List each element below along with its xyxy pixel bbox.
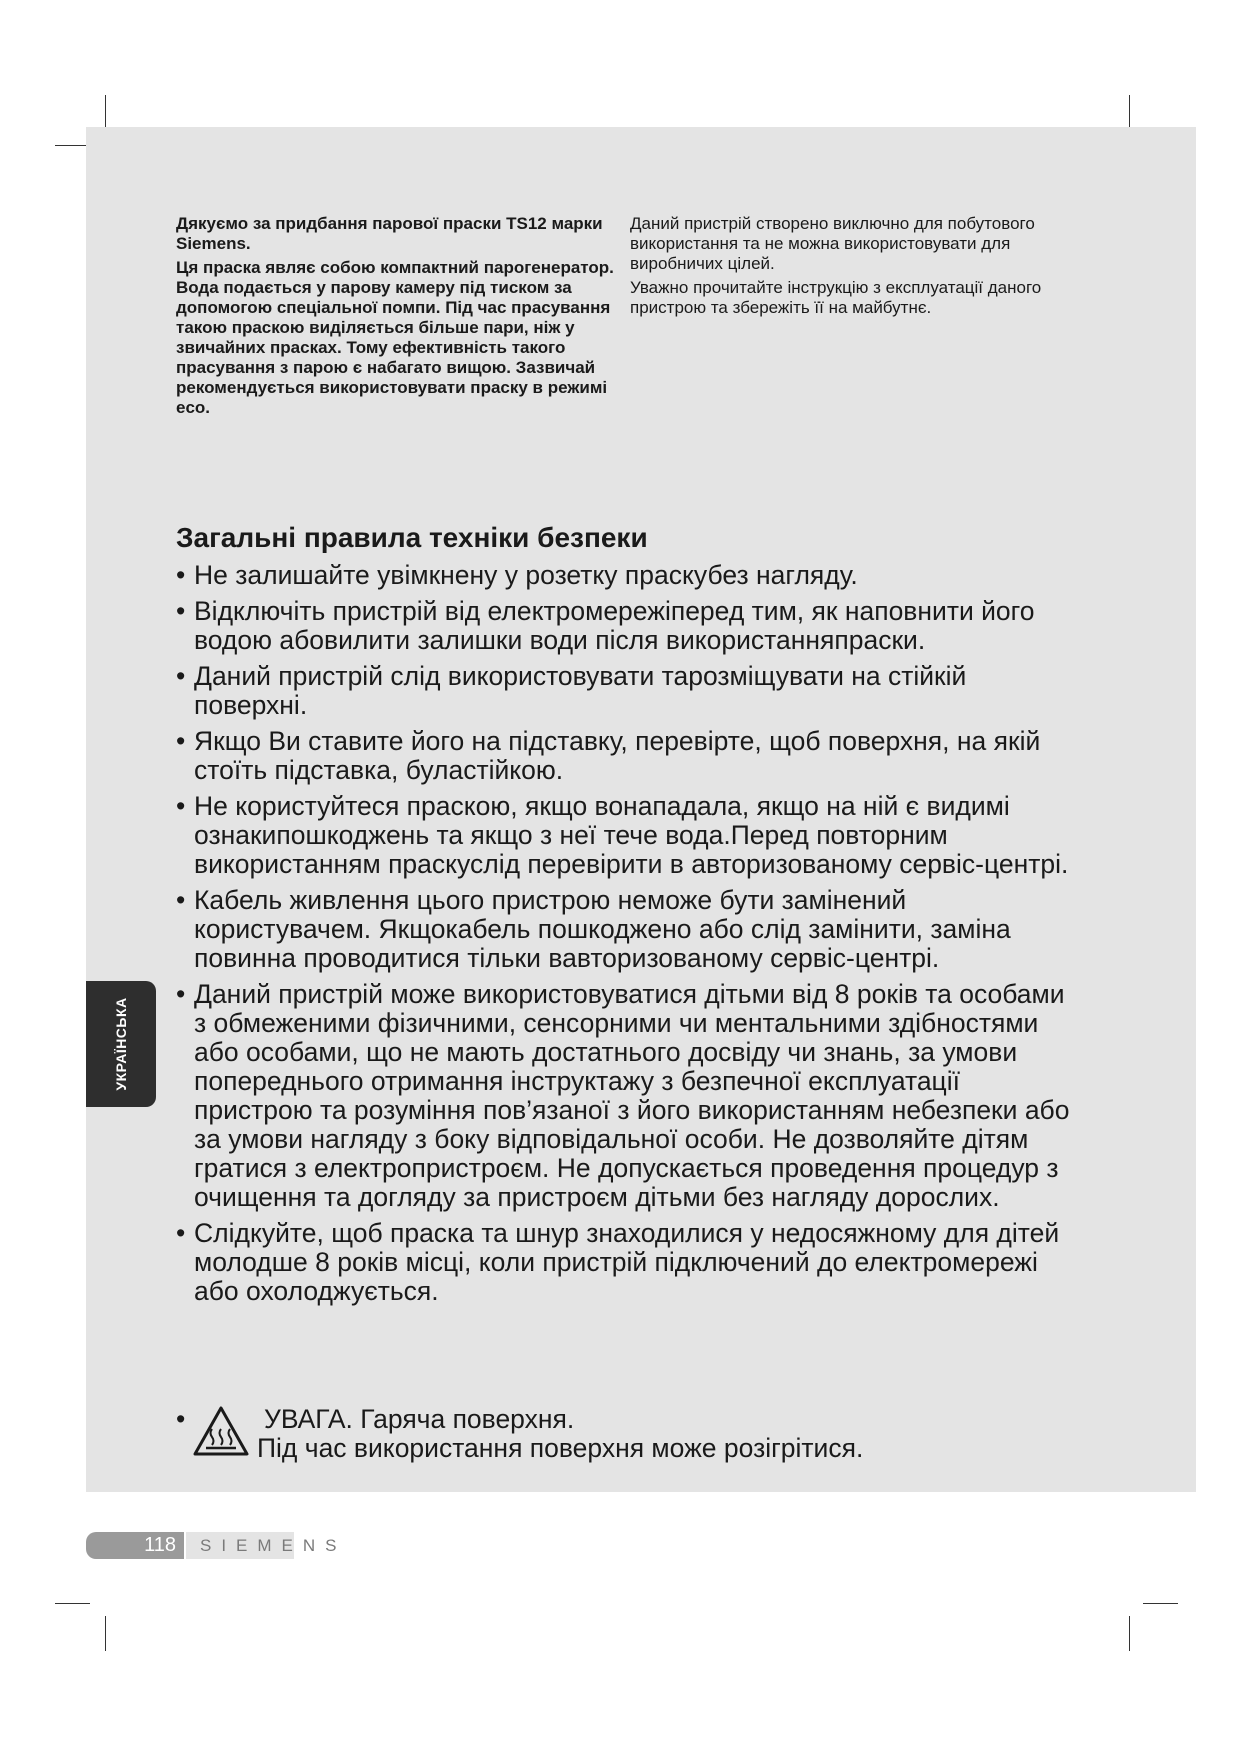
bullet: • <box>176 596 186 626</box>
crop-mark <box>105 95 106 130</box>
section-title: Загальні правила техніки безпеки <box>176 522 648 553</box>
safety-rules-list <box>176 561 1076 1313</box>
crop-mark <box>55 145 90 146</box>
crop-mark <box>1143 1603 1178 1604</box>
rule-item <box>176 886 1076 973</box>
rule-item <box>176 662 1076 720</box>
hot-surface-warning-icon <box>192 1405 250 1457</box>
intro-paragraph: Даний пристрій створено виключно для побутового використання та не можна використовувати для виробничих цілей. <box>630 214 1035 273</box>
bullet: • <box>176 979 186 1009</box>
rule-item <box>176 561 1076 590</box>
rule-item <box>176 980 1076 1212</box>
bullet: • <box>176 1218 186 1248</box>
crop-mark <box>55 1603 90 1604</box>
intro-paragraph: Ця праска являє собою компактний парогенератор. Вода подається у парову камеру під тиском за допомогою спеціальної помпи. Під час прасування такою праскою виділяється більше пари, ніж у звичайних прасках. Тому ефективність такого прасування з парою є набагато вищою. Зазвичай рекомендується використовувати праску в режимі eco. <box>176 258 614 417</box>
rule-text: Не користуйтеся праскою, якщо вонападала, якщо на ній є видимі ознакипошкоджень та якщо з неї тече вода.Перед повторним використанням праскуслід перевірити в авторизованому сервіс-центрі. <box>194 791 1069 879</box>
crop-mark <box>1129 95 1130 130</box>
page-number: 118 <box>144 1534 176 1556</box>
intro-paragraph: Дякуємо за придбання парової праски TS12 марки Siemens. <box>176 214 603 253</box>
warning-text: Під час використання поверхня може розігрітися. <box>257 1433 864 1463</box>
intro-left-column <box>176 214 616 422</box>
rule-item <box>176 727 1076 785</box>
rule-text: Слідкуйте, щоб праска та шнур знаходилися у недосяжному для дітей молодше 8 років місці, коли пристрій підключений до електромережі або охолоджується. <box>194 1218 1060 1306</box>
rule-item <box>176 792 1076 879</box>
crop-mark <box>105 1616 106 1651</box>
bullet: • <box>176 661 186 691</box>
rule-text: Даний пристрій слід використовувати тарозміщувати на стійкій поверхні. <box>194 661 967 720</box>
bullet: • <box>176 560 186 590</box>
rule-item <box>176 1219 1076 1306</box>
bullet: • <box>176 1404 186 1434</box>
bullet: • <box>176 791 186 821</box>
language-tab <box>86 981 156 1107</box>
bullet: • <box>176 726 186 756</box>
intro-right-column <box>630 214 1060 322</box>
rule-text: Якщо Ви ставите його на підставку, перевірте, щоб поверхня, на якій стоїть підставка, буластійкою. <box>194 726 1041 785</box>
rule-text: Кабель живлення цього пристрою неможе бути замінений користувачем. Якщокабель пошкоджено або слід замінити, заміна повинна проводитися тільки вавторизованому сервіс-центрі. <box>194 885 1011 973</box>
warning-title: УВАГА. Гаряча поверхня. <box>264 1404 575 1434</box>
brand-logo-text: SIEMENS <box>200 1536 347 1555</box>
crop-mark <box>1129 1616 1130 1651</box>
language-label: УКРАЇНСЬКА <box>113 997 129 1091</box>
bullet: • <box>176 885 186 915</box>
rule-text: Не залишайте увімкнену у розетку праскубез нагляду. <box>194 560 858 590</box>
rule-text: Відключіть пристрій від електромережіперед тим, як наповнити його водою абовилити залишки води після використанняпраски. <box>194 596 1035 655</box>
rule-text: Даний пристрій може використовуватися дітьми від 8 років та особами з обмеженими фізичними, сенсорними чи ментальними здібностями або особами, що не мають достатнього досвіду чи знань, за умови попереднього отримання інструктажу з безпечної експлуатації пристрою та розуміння пов’язаної з його використанням небезпеки або за умови нагляду з боку відповідальної особи. Не дозволяйте дітям гратися з електропристроєм. Не допускається проведення процедур з очищення та догляду за пристроєм дітьми без нагляду дорослих. <box>194 979 1070 1212</box>
rule-item <box>176 597 1076 655</box>
intro-paragraph: Уважно прочитайте інструкцію з експлуатації даного пристрою та збережіть її на майбутнє. <box>630 278 1042 317</box>
